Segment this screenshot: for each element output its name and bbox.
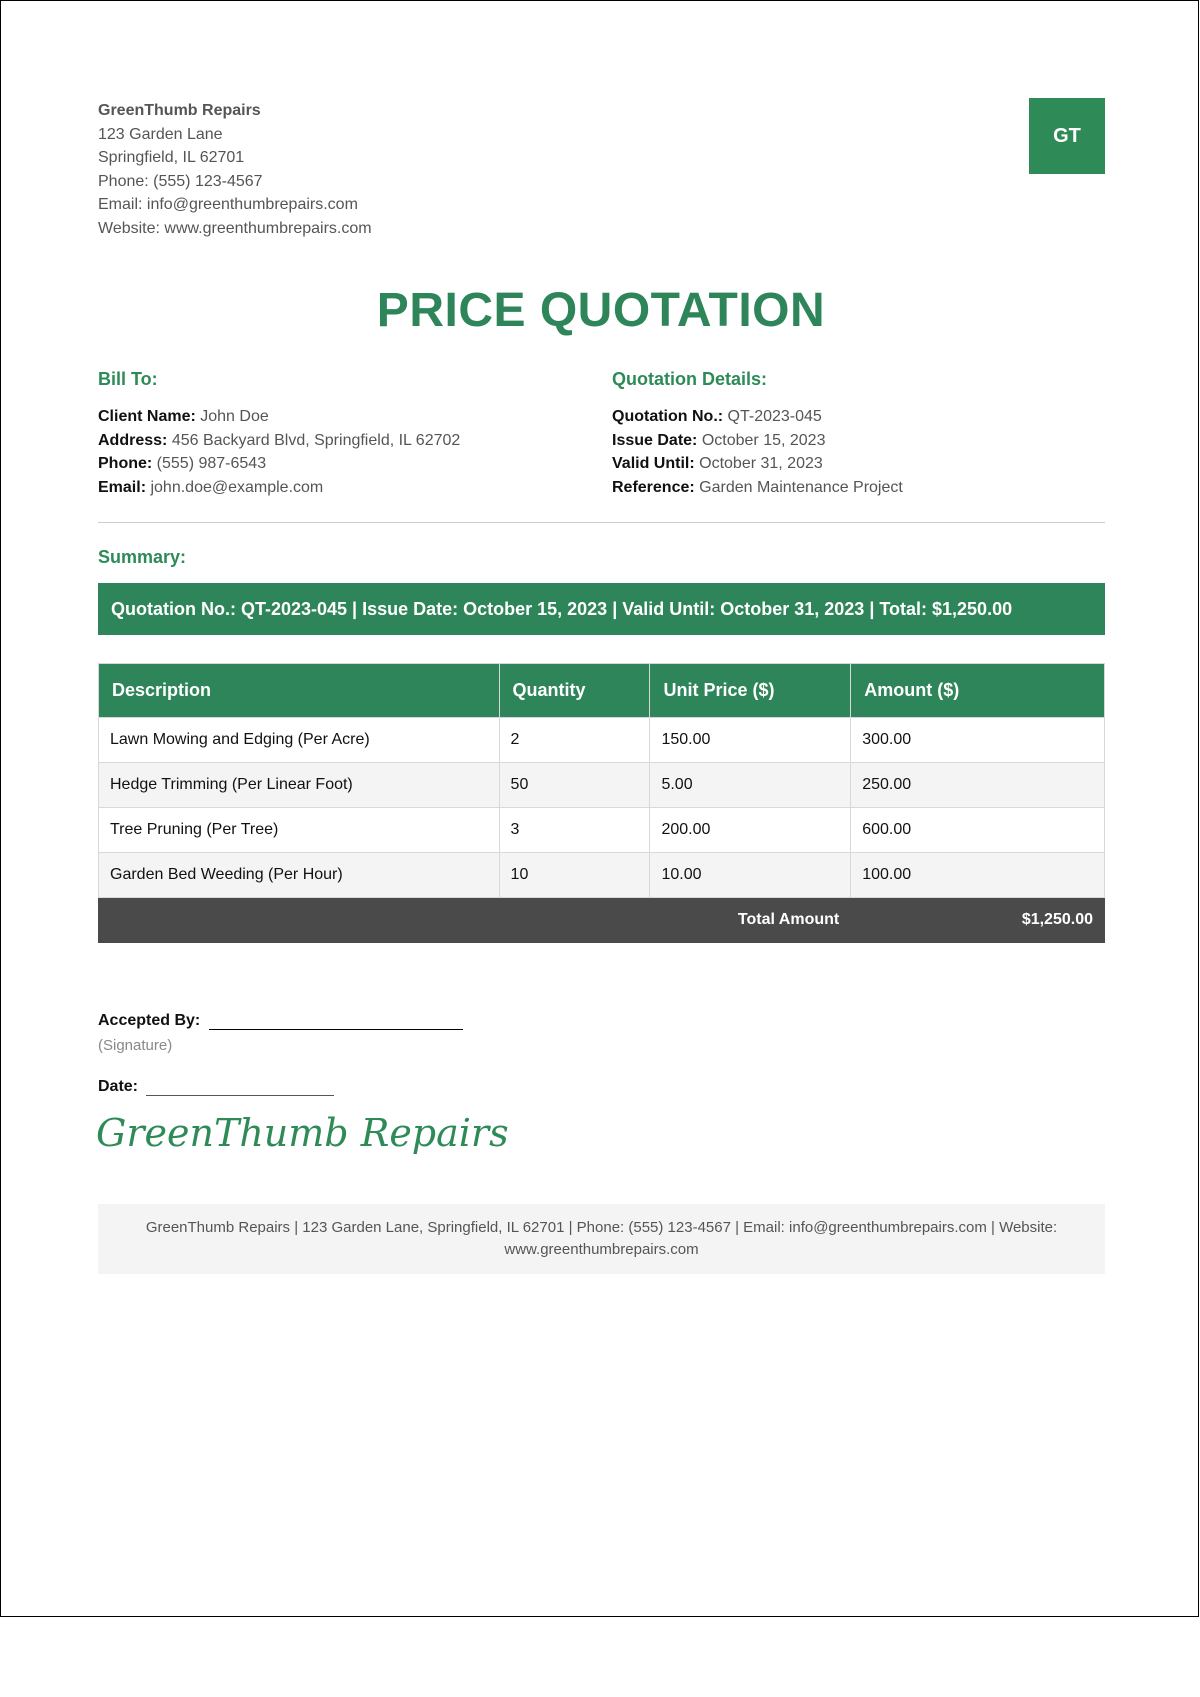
- reference-label: Reference:: [612, 478, 695, 496]
- client-name-label: Client Name:: [98, 408, 196, 425]
- valid-until-value: October 31, 2023: [699, 455, 823, 472]
- table-row: [99, 718, 1105, 763]
- company-name: GreenThumb Repairs: [98, 102, 261, 119]
- cell-unit-price: 10.00: [650, 853, 851, 898]
- client-email-row: [98, 476, 460, 500]
- accepted-by-signature-line[interactable]: [209, 1029, 463, 1030]
- cell-quantity: 3: [499, 808, 650, 853]
- section-divider: [98, 522, 1105, 523]
- total-value: $1,250.00: [851, 898, 1105, 943]
- bill-to-block: [98, 405, 460, 499]
- column-header-amount: Amount ($): [851, 664, 1105, 718]
- table-row: [99, 853, 1105, 898]
- column-header-quantity: Quantity: [499, 664, 650, 718]
- quotation-number-row: [612, 405, 903, 429]
- cell-description: Hedge Trimming (Per Linear Foot): [99, 763, 500, 808]
- valid-until-label: Valid Until:: [612, 455, 695, 472]
- footer: GreenThumb Repairs | 123 Garden Lane, Springfield, IL 62701 | Phone: (555) 123-4567 | Email: info@greenthumbrepairs.com | Website: www.greenthumbrepairs.com: [98, 1204, 1105, 1274]
- cell-quantity: 50: [499, 763, 650, 808]
- table-row: [99, 808, 1105, 853]
- cell-unit-price: 200.00: [650, 808, 851, 853]
- company-email: Email: info@greenthumbrepairs.com: [98, 196, 358, 213]
- issue-date-row: [612, 429, 903, 453]
- cell-description: Lawn Mowing and Edging (Per Acre): [99, 718, 500, 763]
- table-header-row: [99, 664, 1105, 718]
- cell-unit-price: 5.00: [650, 763, 851, 808]
- client-name-row: [98, 405, 460, 429]
- column-header-description: Description: [99, 664, 500, 718]
- summary-bar: Quotation No.: QT-2023-045 | Issue Date: October 15, 2023 | Valid Until: October 31, 2023 | Total: $1,250.00: [98, 583, 1105, 635]
- client-phone-value: (555) 987-6543: [156, 455, 267, 472]
- table-row: [99, 763, 1105, 808]
- column-header-unit-price: Unit Price ($): [650, 664, 851, 718]
- cell-amount: 600.00: [851, 808, 1105, 853]
- client-name-value: John Doe: [200, 408, 269, 425]
- cell-amount: 100.00: [851, 853, 1105, 898]
- date-line[interactable]: [146, 1095, 334, 1096]
- client-phone-row: [98, 452, 460, 476]
- issue-date-value: October 15, 2023: [701, 431, 826, 449]
- client-phone-label: Phone:: [98, 455, 153, 472]
- cell-unit-price: 150.00: [650, 718, 851, 763]
- cell-description: Garden Bed Weeding (Per Hour): [99, 853, 500, 898]
- total-label: Total Amount: [99, 898, 851, 943]
- company-logo: GT: [1029, 98, 1105, 174]
- date-row: [98, 1078, 334, 1096]
- accepted-by-label: Accepted By:: [98, 1012, 201, 1029]
- quotation-details-heading: Quotation Details:: [612, 369, 768, 389]
- cell-quantity: 10: [499, 853, 650, 898]
- reference-value: Garden Maintenance Project: [699, 478, 903, 496]
- summary-heading: Summary:: [98, 547, 187, 567]
- cell-amount: 300.00: [851, 718, 1105, 763]
- quotation-details-block: [612, 405, 903, 499]
- items-table: [98, 663, 1105, 943]
- issue-date-label: Issue Date:: [612, 431, 698, 449]
- signature-script-name: GreenThumb Repairs: [96, 1111, 509, 1155]
- accepted-by-row: [98, 1012, 463, 1030]
- document-title: PRICE QUOTATION: [376, 284, 826, 337]
- company-website: Website: www.greenthumbrepairs.com: [98, 219, 372, 237]
- date-label: Date:: [98, 1078, 139, 1095]
- company-phone: Phone: (555) 123-4567: [98, 172, 263, 190]
- client-address-value: 456 Backyard Blvd, Springfield, IL 62702: [171, 431, 461, 449]
- cell-quantity: 2: [499, 718, 650, 763]
- client-address-label: Address:: [98, 431, 168, 449]
- quotation-number-label: Quotation No.:: [612, 408, 724, 425]
- bill-to-heading: Bill To:: [98, 369, 158, 389]
- client-email-value: john.doe@example.com: [150, 478, 324, 496]
- company-address: 123 Garden Lane: [98, 125, 223, 143]
- signature-note: (Signature): [98, 1037, 173, 1054]
- client-email-label: Email:: [98, 478, 147, 496]
- total-row: [99, 898, 1105, 943]
- cell-description: Tree Pruning (Per Tree): [99, 808, 500, 853]
- reference-row: [612, 476, 903, 500]
- cell-amount: 250.00: [851, 763, 1105, 808]
- quotation-number-value: QT-2023-045: [727, 408, 822, 425]
- valid-until-row: [612, 452, 903, 476]
- client-address-row: [98, 429, 460, 453]
- company-city: Springfield, IL 62701: [98, 149, 245, 166]
- company-info: [98, 99, 372, 240]
